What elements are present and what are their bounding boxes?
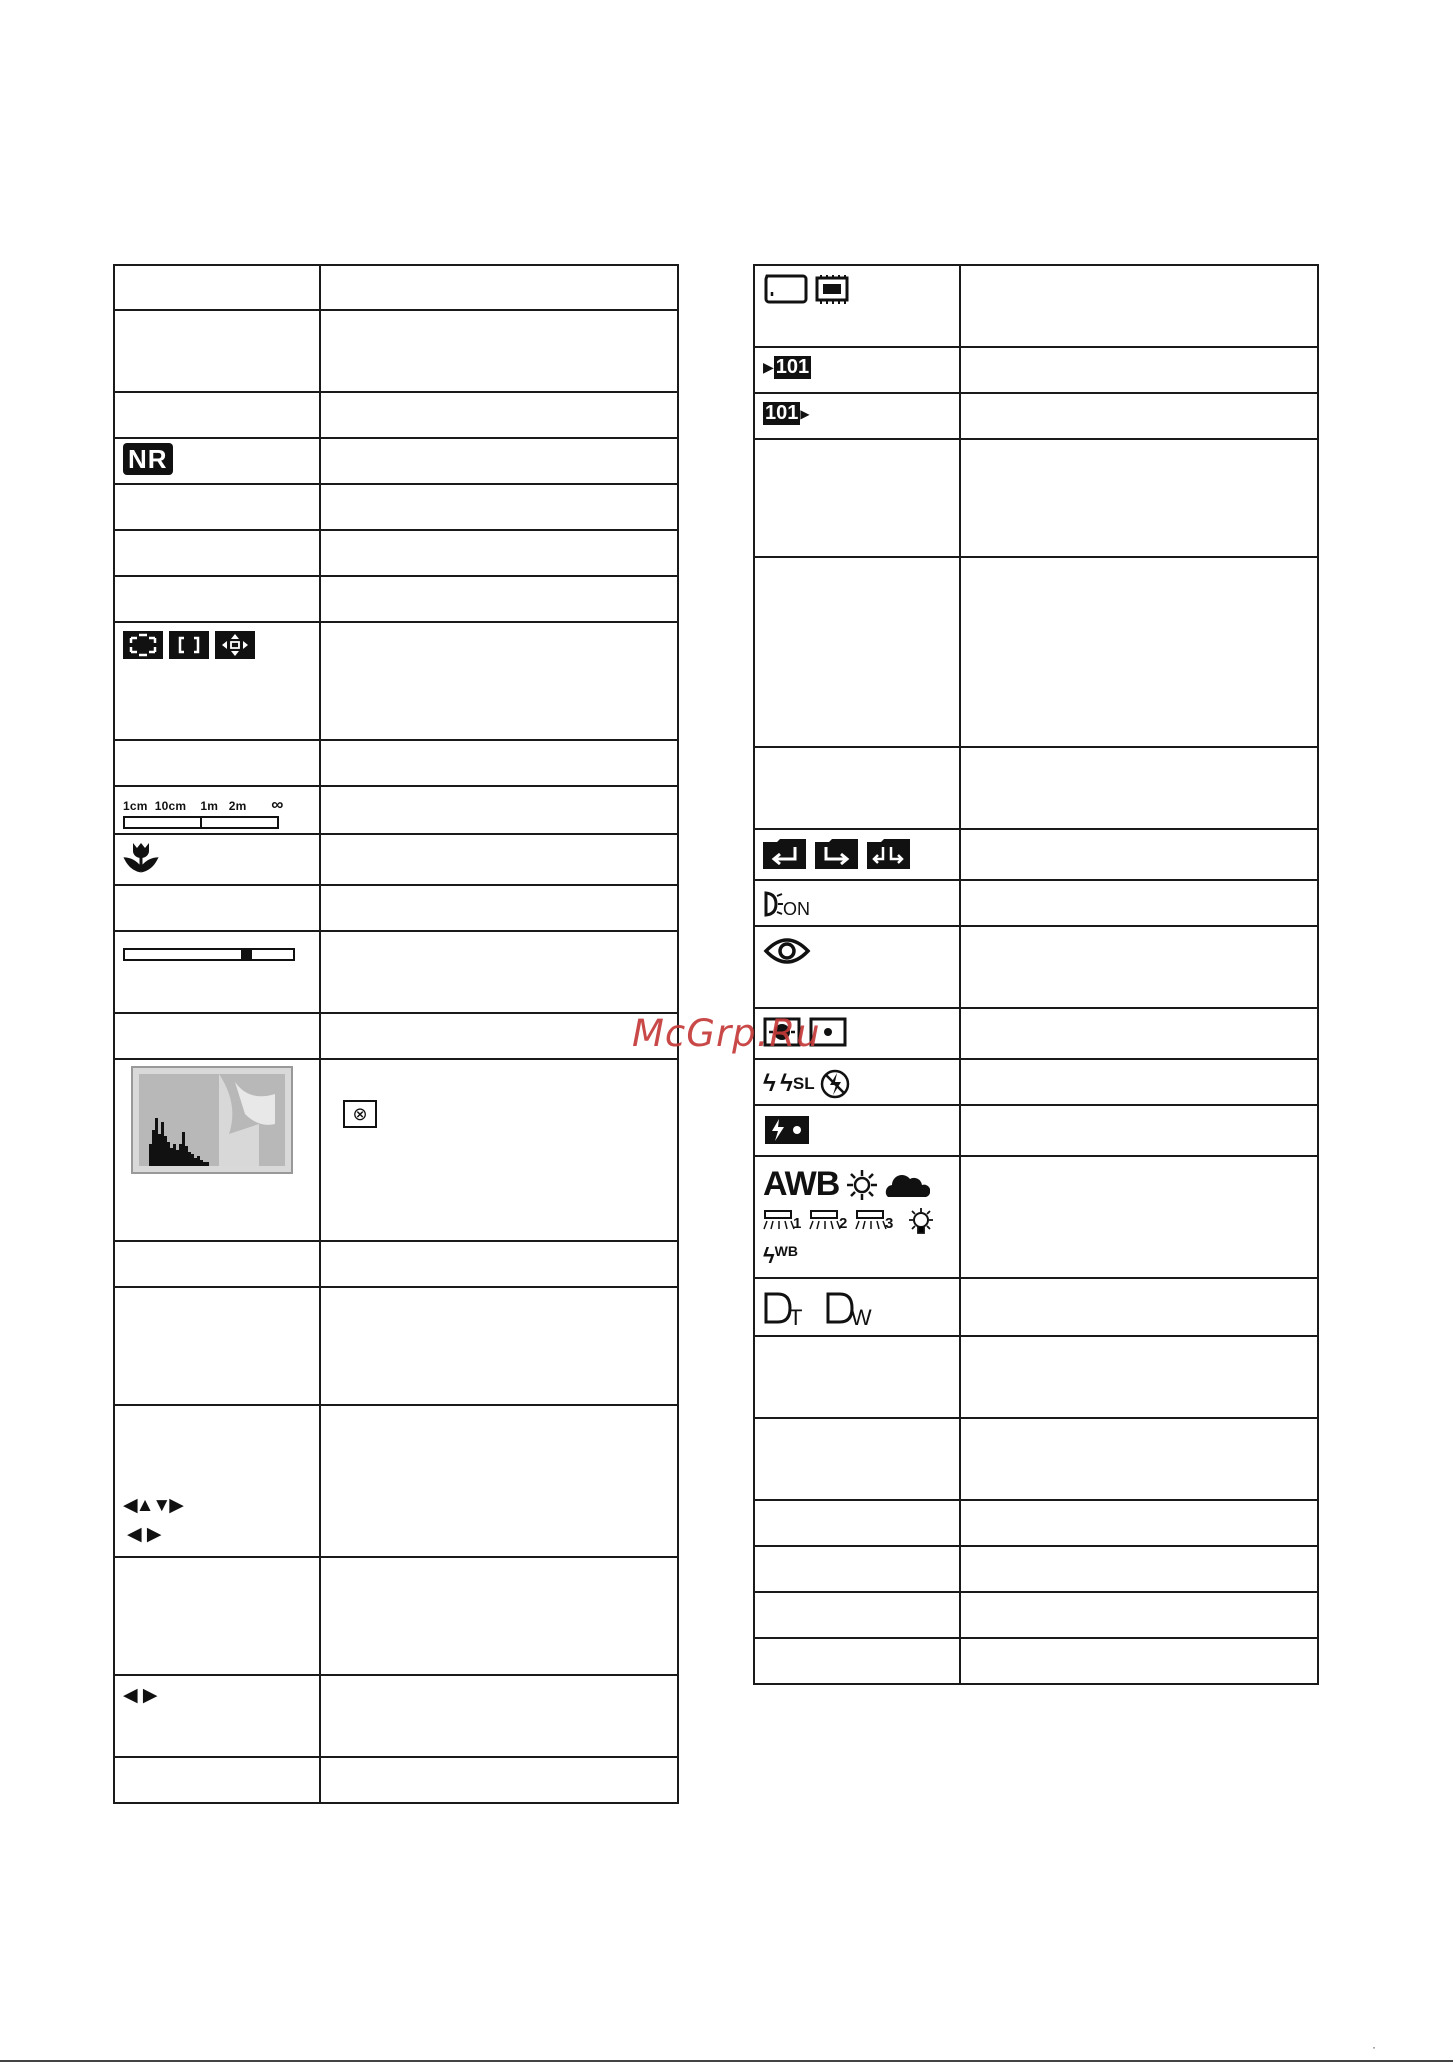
desc-cell [960,557,1318,747]
icon-cell [754,1418,960,1500]
down-right-arrow-icon [815,839,858,869]
desc-cell [320,1241,678,1287]
flexible-spot-af-icon [215,631,255,659]
flash-off-icon [819,1068,851,1100]
fluorescent-2-icon [810,1211,840,1229]
nr-icon-cell [114,438,320,484]
desc-cell [960,1546,1318,1592]
macro-tulip-icon [123,841,159,875]
icon-cell [114,484,320,530]
desc-cell [960,347,1318,393]
fluorescent-2-label: 2 [839,1215,848,1232]
af-illuminator-icon [763,890,783,920]
desc-cell [960,439,1318,557]
icon-cell [754,1500,960,1546]
desc-cell [960,829,1318,880]
desc-cell [320,1059,678,1241]
desc-cell [960,1059,1318,1105]
desc-cell [960,1008,1318,1059]
icon-cell [114,1241,320,1287]
macro-icon-cell [114,834,320,885]
slow-sync-icon: ϟ [780,1070,793,1097]
noise-reduction-icon: NR [123,443,173,475]
on-label: ON [783,899,810,919]
distance-scale-labels [123,795,313,815]
corner-mark: · [1372,2040,1376,2054]
white-balance-cell [754,1156,960,1278]
focus-distance-bar [123,816,279,829]
flash-charging-icon [763,1114,811,1146]
level-indicator-knob [241,948,252,961]
right-indicator-table [753,264,1319,1685]
flash-icon: ϟ [763,1070,776,1097]
multi-point-af-icon [123,631,163,659]
folder-next-cell [754,347,960,393]
af-illuminator-cell [754,880,960,926]
icon-cell [754,1592,960,1638]
desc-cell [960,926,1318,1008]
folder-mode-cell [754,829,960,880]
icon-cell [114,1013,320,1059]
watermark: McGrp.Ru [632,1012,821,1055]
desc-cell [320,1557,678,1675]
icon-cell [114,265,320,310]
desc-cell [960,1156,1318,1278]
flash-charge-cell [754,1105,960,1156]
flash-mode-cell [754,1059,960,1105]
desc-cell [960,265,1318,347]
level-indicator-bar [123,948,295,961]
media-icons [763,274,863,308]
daylight-icon [844,1168,880,1202]
page-bottom-rule [0,2060,1453,2062]
af-range-finder-icons [123,631,273,661]
multi-arrow-icon [867,839,910,869]
icon-cell [754,439,960,557]
conversion-lens-cell [754,1278,960,1336]
flash-wb-icon: ϟ [763,1243,775,1268]
icon-cell [754,1336,960,1418]
desc-cell [960,1638,1318,1684]
desc-cell [320,310,678,392]
icon-cell [114,1757,320,1803]
desc-cell [320,1405,678,1557]
tele-label: T [789,1305,803,1330]
histogram-thumbnail [131,1066,293,1174]
desc-cell [960,1500,1318,1546]
scale-label-infinity: ∞ [271,795,284,814]
desc-cell [960,1336,1318,1418]
desc-cell [320,885,678,931]
fluorescent-icons [763,1207,943,1239]
left-right-arrow-icon: ◀ ▶ [127,1524,162,1545]
media-icon-cell [754,265,960,347]
incandescent-icon [909,1208,933,1233]
fluorescent-1-icon [764,1211,794,1229]
desc-cell [320,1675,678,1757]
wide-label: W [850,1305,872,1330]
icon-cell [754,557,960,747]
icon-cell [114,310,320,392]
icon-cell [114,740,320,786]
desc-cell [320,740,678,786]
icon-cell [114,885,320,931]
left-right-arrow-icon: ◀ ▶ [123,1685,158,1706]
icon-cell [754,1546,960,1592]
desc-cell [320,1287,678,1405]
return-arrow-icon [763,839,806,869]
desc-cell [320,265,678,310]
icon-cell [754,1638,960,1684]
icon-cell [114,576,320,622]
four-way-arrow-icon: ◀▲▼▶ [123,1495,182,1516]
desc-cell [320,576,678,622]
desc-cell [960,1418,1318,1500]
distance-scale-cell [114,786,320,834]
icon-cell [114,1287,320,1405]
desc-cell [960,880,1318,926]
icon-cell [114,530,320,576]
desc-cell [320,392,678,438]
arrow-right-icon: ▶ [763,359,774,375]
not-available-symbol: ⊗ [343,1100,377,1128]
arrow-lr-cell [114,1675,320,1757]
center-af-icon [169,631,209,659]
histogram-icon [139,1074,285,1166]
desc-cell [960,1278,1318,1336]
arrow-keys-cell [114,1405,320,1557]
desc-cell [320,622,678,740]
icon-cell [114,1557,320,1675]
icon-cell [754,747,960,829]
desc-cell [320,931,678,1013]
desc-cell [960,393,1318,439]
histogram-cell [114,1059,320,1241]
cloudy-icon [884,1169,930,1201]
left-indicator-table [113,264,679,1804]
scale-label-1cm: 1cm [123,799,148,813]
flash-wb-label: WB [774,1243,798,1259]
icon-cell [114,392,320,438]
fluorescent-3-icon [856,1211,886,1229]
folder-prev-icon: 101 [765,402,799,424]
fluorescent-1-label: 1 [793,1215,802,1232]
eye-icon [763,935,811,967]
af-frame-icon-cell [114,622,320,740]
desc-cell [320,1757,678,1803]
red-eye-cell [754,926,960,1008]
slow-sync-label: SL [792,1074,815,1093]
scale-label-2m: 2m [228,799,247,813]
internal-memory-icon [817,275,847,304]
scale-label-10cm: 10cm [154,799,187,813]
desc-cell [320,438,678,484]
scale-label-1m: 1m [200,799,219,813]
desc-cell [320,786,678,834]
folder-next-icon: 101 [775,356,810,378]
folder-prev-cell [754,393,960,439]
auto-white-balance-icon: AWB [763,1165,840,1203]
desc-cell [320,530,678,576]
memory-card-icon [766,276,806,302]
desc-cell [960,747,1318,829]
folder-mode-icons [763,838,913,870]
desc-cell [320,484,678,530]
arrow-right-icon: ▶ [800,406,810,421]
desc-cell [320,834,678,885]
level-slider-cell [114,931,320,1013]
desc-cell [320,1013,678,1059]
desc-cell [960,1105,1318,1156]
desc-cell [960,1592,1318,1638]
fluorescent-3-label: 3 [885,1215,894,1232]
